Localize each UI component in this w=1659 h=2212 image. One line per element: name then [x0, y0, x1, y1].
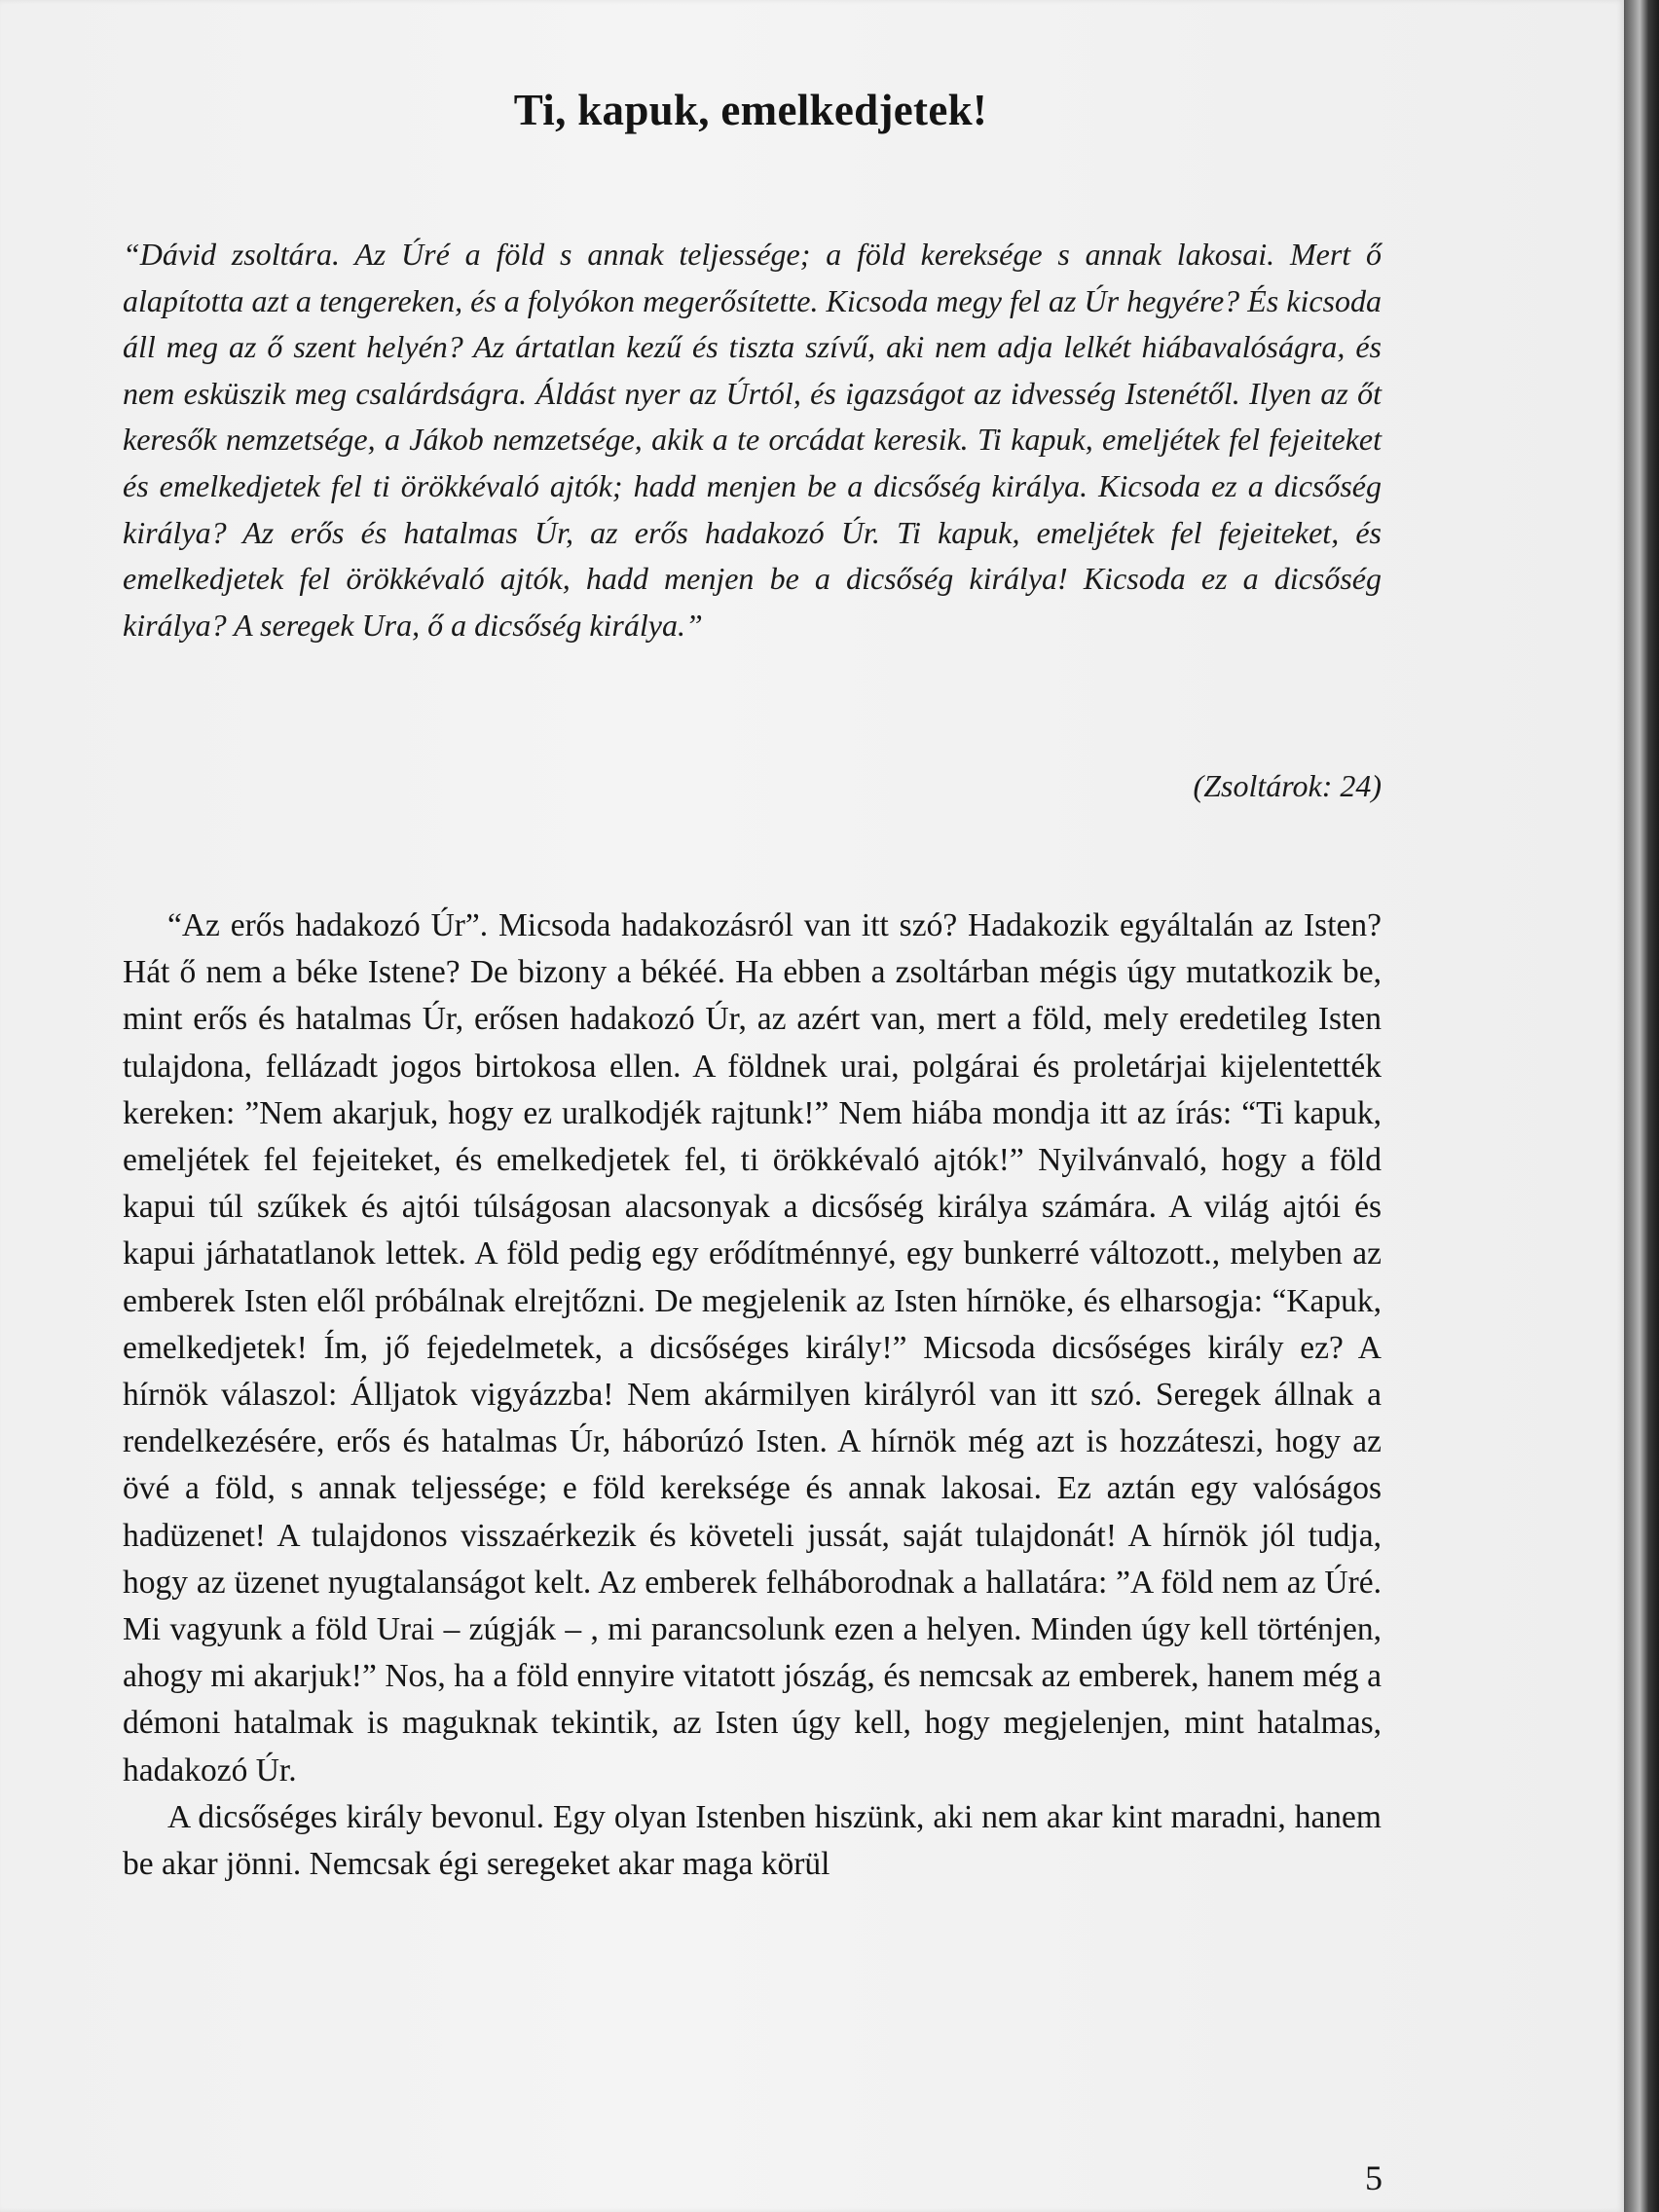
- body-text: [123, 903, 1382, 1888]
- body-paragraph: “Az erős hadakozó Úr”. Micsoda hadakozásról van itt szó? Hadakozik egyáltalán az Isten? Hát ő nem a béke Istene? De bizony a békéé. Ha ebben a zsoltárban mégis úgy mutatkozik be, mint erős és hatalmas Úr, erősen hadakozó Úr, az azért van, mert a föld, mely eredetileg Isten tulajdona, fellázadt jogos birtokosa ellen. A földnek urai, polgárai és proletárjai kijelentették kereken: ”Nem akarjuk, hogy ez uralkodjék rajtunk!” Nem hiába mondja itt az írás: “Ti kapuk, emeljétek fel fejeiteket, és emelkedjetek fel, ti örökkévaló ajtók!” Nyilvánvaló, hogy a föld kapui túl szűkek és ajtói túlságosan alacsonyak a dicsőség királya számára. A világ ajtói és kapui járhatatlanok lettek. A föld pedig egy erődítménnyé, egy bunkerré változott., melyben az emberek Isten elől próbálnak elrejtőzni. De megjelenik az Isten hírnöke, és elharsogja: “Kapuk, emelkedjetek! Ím, jő fejedelmetek, a dicsőséges király!” Micsoda dicsőséges király ez? A hírnök válaszol: Álljatok vigyázzba! Nem akármilyen királyról van itt szó. Seregek állnak a rendelkezésére, erős és hatalmas Úr, háborúzó Isten. A hírnök még azt is hozzáteszi, hogy az övé a föld, s annak teljessége; e föld kereksége és annak lakosai. Ez aztán egy valóságos hadüzenet! A tulajdonos visszaérkezik és követeli jussát, saját tulajdonát! A hírnök jól tudja, hogy az üzenet nyugtalanságot kelt. Az emberek felháborodnak a hallatára: ”A föld nem az Úré. Mi vagyunk a föld Urai – zúgják – , mi parancsolunk ezen a helyen. Minden úgy kell történjen, ahogy mi akarjuk!” Nos, ha a föld ennyire vitatott jószág, és nemcsak az emberek, hanem még a démoni hatalmak is maguknak tekintik, az Isten úgy kell, hogy megjelenjen, mint hatalmas, hadakozó Úr.: [123, 907, 1382, 1788]
- page-number: 5: [1365, 2158, 1382, 2197]
- body-paragraph: A dicsőséges király bevonul. Egy olyan Istenben hiszünk, aki nem akar kint maradni, hanem be akar jönni. Nemcsak égi seregeket akar maga körül: [123, 1798, 1382, 1883]
- book-cover-edge: [1624, 0, 1659, 2212]
- psalm-quote: “Dávid zsoltára. Az Úré a föld s annak teljessége; a föld kereksége s annak lakosai. Mert ő alapította azt a tengereken, és a folyókon megerősítette. Kicsoda megy fel az Úr hegyére? És kicsoda áll meg az ő szent helyén? Az ártatlan kezű és tiszta szívű, aki nem adja lelkét hiábavalóságra, és nem esküszik meg csalárdságra. Áldást nyer az Úrtól, és igazságot az idvesség Istenétől. Ilyen az őt keresők nemzetsége, a Jákob nemzetsége, akik a te orcádat keresik. Ti kapuk, emeljétek fel fejeiteket és emelkedjetek fel ti örökkévaló ajtók; hadd menjen be a dicsőség királya. Kicsoda ez a dicsőség királya? Az erős és hatalmas Úr, az erős hadakozó Úr. Ti kapuk, emeljétek fel fejeiteket, és emelkedjetek fel örökkévaló ajtók, hadd menjen be a dicsőség királya! Kicsoda ez a dicsőség királya? A seregek Ura, ő a dicsőség királya.”: [123, 237, 1382, 643]
- quote-citation: (Zsoltárok: 24): [1193, 768, 1382, 803]
- page-title: Ti, kapuk, emelkedjetek!: [513, 86, 988, 134]
